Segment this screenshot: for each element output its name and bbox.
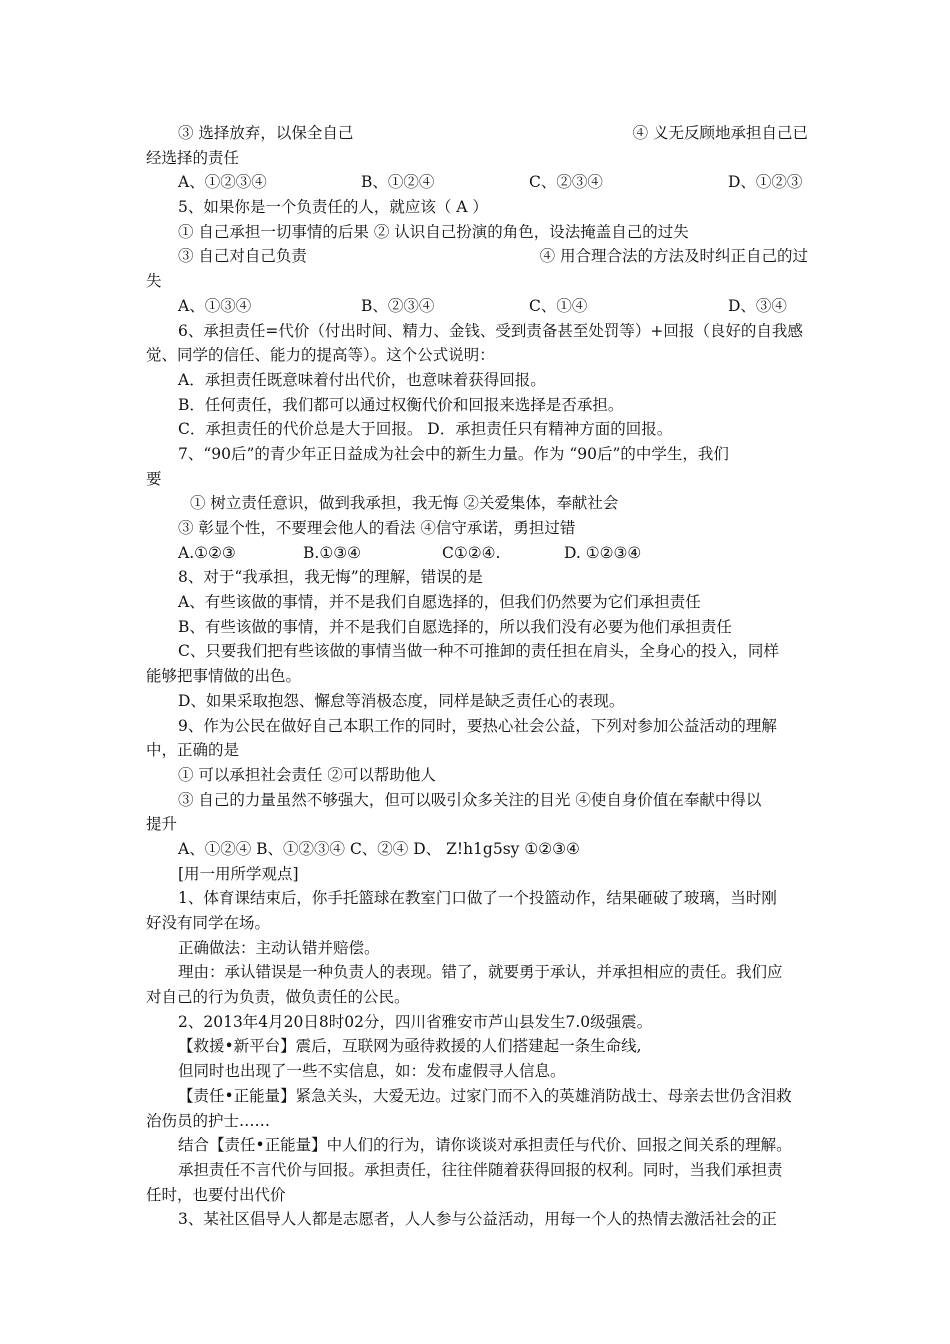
text-line: 能够把事情做的出色。 [146, 667, 302, 686]
text-line: ① 可以承担社会责任 ②可以帮助他人 [178, 765, 436, 784]
text-line: 觉、同学的信任、能力的提高等）。这个公式说明： [146, 346, 495, 365]
answer-choice: D. ①②③④ [564, 543, 642, 562]
text-line: 9、作为公民在做好自己本职工作的同时，要热心社会公益，下列对参加公益活动的理解 [178, 716, 777, 735]
text-line [146, 244, 808, 269]
text-line: 对自己的行为负责，做负责任的公民。 [146, 988, 410, 1007]
option-left: ③ 自己对自己负责 [178, 247, 307, 266]
text-line: 【责任•正能量】紧急关头，大爱无边。过家门而不入的英雄消防战士、母亲去世仍含泪救 [178, 1086, 792, 1105]
text-line: C、只要我们把有些该做的事情当做一种不可推卸的责任担在肩头，全身心的投入，同样 [178, 642, 779, 661]
answer-choice: C、①④ [529, 296, 588, 315]
text-line: 好没有同学在场。 [146, 914, 271, 932]
text-line: 2、2013年4月20日8时02分，四川省雅安市芦山县发生7.0级强震。 [178, 1012, 653, 1031]
text-line: A、有些该做的事情，并不是我们自愿选择的，但我们仍然要为它们承担责任 [178, 593, 701, 612]
answer-choice: D、①②③ [728, 173, 803, 192]
answer-choice: C、②③④ [529, 173, 603, 192]
text-line: 失 [146, 272, 162, 291]
text-line [146, 294, 808, 319]
text-line: 治伤员的护士…… [146, 1111, 271, 1130]
answer-choice: B、①②④ [361, 173, 435, 192]
text-line: [用一用所学观点] [178, 864, 299, 883]
option-right: ④ 用合理合法的方法及时纠正自己的过 [539, 247, 808, 266]
text-line: 中，正确的是 [146, 741, 240, 760]
text-line: ① 自己承担一切事情的后果 ② 认识自己扮演的角色，设法掩盖自己的过失 [178, 222, 689, 241]
text-line: 但同时也出现了一些不实信息，如：发布虚假寻人信息。 [178, 1062, 566, 1081]
text-line [146, 121, 808, 146]
answer-choice: B.①③④ [303, 543, 362, 562]
text-line: ③ 自己的力量虽然不够强大，但可以吸引众多关注的目光 ④使自身价值在奉献中得以 [178, 790, 762, 809]
answer-choice: C①②④. [442, 543, 501, 562]
text-line: ③ 彰显个性，不要理会他人的看法 ④信守承诺，勇担过错 [178, 519, 576, 537]
text-line: 正确做法：主动认错并赔偿。 [178, 938, 380, 957]
text-line: 【救援•新平台】震后，互联网为亟待救援的人们搭建起一条生命线, [178, 1037, 642, 1056]
text-line: 5、如果你是一个负责任的人，就应该（ A ） [178, 198, 488, 217]
text-line: A．承担责任既意味着付出代价，也意味着获得回报。 [178, 370, 546, 389]
text-line: C．承担责任的代价总是大于回报。 D．承担责任只有精神方面的回报。 [178, 420, 673, 439]
text-line: 任时，也要付出代价 [146, 1185, 286, 1204]
answer-choice: A.①②③ [178, 543, 236, 562]
text-line: 结合【责任•正能量】中人们的行为，请你谈谈对承担责任与代价、回报之间关系的理解。 [178, 1136, 792, 1155]
option-right: ④ 义无反顾地承担自己已 [632, 124, 808, 142]
text-line: ① 树立责任意识，做到我承担，我无悔 ②关爱集体，奉献社会 [190, 494, 619, 513]
text-line: 要 [146, 469, 162, 488]
text-line: A、①②④ B、①②③④ C、②④ D、 Z!h1g5sy ①②③④ [178, 839, 580, 858]
answer-choice: B、②③④ [361, 296, 435, 315]
text-line: 承担责任不言代价与回报。承担责任，往往伴随着获得回报的权利。同时，当我们承担责 [178, 1160, 783, 1179]
text-line: 8、对于“我承担，我无悔”的理解，错误的是 [178, 568, 483, 587]
text-line: D、如果采取抱怨、懈怠等消极态度，同样是缺乏责任心的表现。 [178, 691, 625, 710]
text-line: 1、体育课结束后，你手托篮球在教室门口做了一个投篮动作，结果砸破了玻璃，当时刚 [178, 889, 777, 908]
text-line [146, 541, 808, 566]
answer-choice: A、①③④ [178, 296, 252, 315]
answer-choice: D、③④ [728, 296, 787, 315]
text-line: 理由：承认错误是一种负责人的表现。错了，就要勇于承认，并承担相应的责任。我们应 [178, 963, 783, 982]
text-line: 3、某社区倡导人人都是志愿者，人人参与公益活动，用每一个人的热情去激活社会的正 [178, 1210, 777, 1229]
text-line: B、有些该做的事情，并不是我们自愿选择的，所以我们没有必要为他们承担责任 [178, 617, 732, 636]
answer-choice: A、①②③④ [178, 173, 267, 192]
text-line: 经选择的责任 [146, 148, 240, 167]
text-line: 7、“90后”的青少年正日益成为社会中的新生力量。作为 “90后”的中学生，我们 [178, 444, 729, 463]
text-line: 6、承担责任=代价（付出时间、精力、金钱、受到责备甚至处罚等）+回报（良好的自我感 [178, 321, 803, 340]
document-body [146, 121, 808, 1232]
option-left: ③ 选择放弃，以保全自己 [178, 124, 354, 142]
text-line: 提升 [146, 815, 178, 834]
text-line [146, 170, 808, 195]
text-line: B．任何责任，我们都可以通过权衡代价和回报来选择是否承担。 [178, 395, 624, 414]
